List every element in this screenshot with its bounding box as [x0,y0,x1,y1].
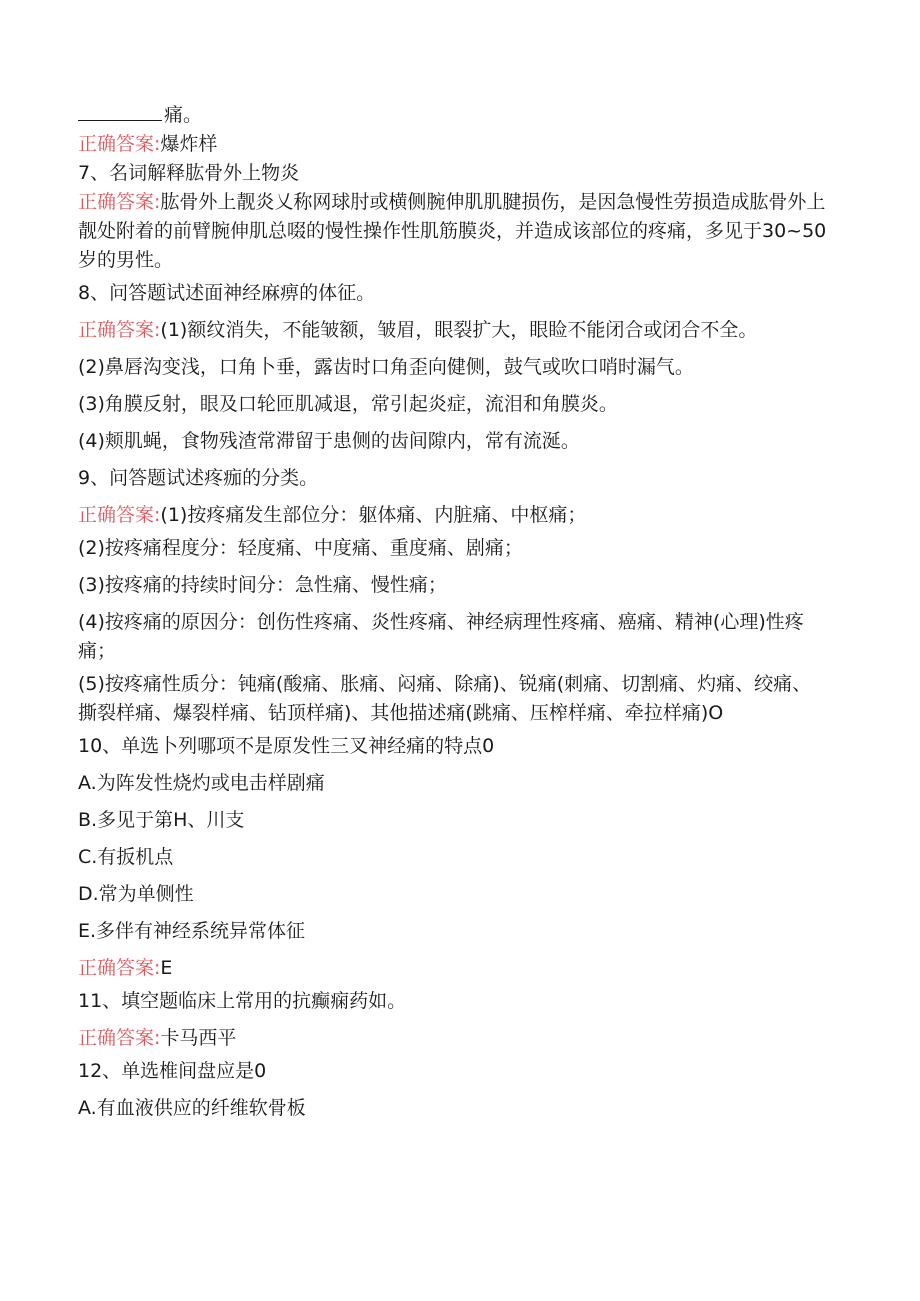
q6-blank-line [78,100,830,130]
q10-option-d: D.常为单侧性 [78,883,194,905]
q10-option-c: C.有扳机点 [78,846,174,868]
answer-text: (1)额纹消失，不能皱额，皱眉，眼裂扩大，眼睑不能闭合或闭合不全。 [160,319,758,341]
q9-answer-item-4: (4)按疼痛的原因分：创伤性疼痛、炎性疼痛、神经病理性疼痛、癌痛、精神(心理)性疼痛； [78,611,804,662]
q8-answer [78,316,830,345]
q8-title: 8、问答题试述面神经麻痹的体征。 [78,282,376,304]
q9-answer-item-3: (3)按疼痛的持续时间分：急性痛、慢性痛； [78,574,447,596]
q10-option-e: E.多伴有神经系统异常体征 [78,920,306,942]
q11-title: 11、填空题临床上常用的抗癫痫药如。 [78,990,407,1012]
q10-option-a: A.为阵发性烧灼或电击样剧痛 [78,772,325,794]
answer-text: 卡马西平 [160,1027,237,1049]
q9-answer [78,501,830,530]
fill-blank [78,100,162,121]
q7-answer [78,188,830,275]
answer-label: 正确答案: [78,504,161,526]
answer-text: 肱骨外上靓炎乂称网球肘或横侧腕伸肌肌腱损伤，是因急慢性劳损造成肱骨外上靓处附着的前臂腕伸肌总啜的慢性操作性肌筋膜炎，并造成该部位的疼痛，多见于30~50岁的男性。 [78,191,827,271]
answer-text: E [160,957,173,979]
q9-answer-item-2: (2)按疼痛程度分：轻度痛、中度痛、重度痛、剧痛； [78,537,523,559]
answer-label: 正确答案: [78,1027,161,1049]
answer-label: 正确答案: [78,957,161,979]
answer-text: 爆炸样 [160,133,218,155]
q8-answer-item-3: (3)角膜反射，眼及口轮匝肌减退，常引起炎症，流泪和角膜炎。 [78,393,618,415]
q7-title: 7、名词解释肱骨外上物炎 [78,162,300,184]
q12-option-a: A.有血液供应的纤维软骨板 [78,1097,306,1119]
q9-title: 9、问答题试述疼痂的分类。 [78,467,319,489]
q10-option-b: B.多见于第H、川支 [78,809,245,831]
answer-label: 正确答案: [78,133,161,155]
answer-label: 正确答案: [78,191,161,213]
q11-answer [78,1024,830,1053]
q6-answer [78,130,830,159]
q9-answer-item-5: (5)按疼痛性质分：钝痛(酸痛、胀痛、闷痛、除痛)、锐痛(刺痛、切割痛、灼痛、绞痛、撕裂样痛、爆裂样痛、钻顶样痛)、其他描述痛(跳痛、压榨样痛、牵拉样痛)O [78,673,812,724]
q12-title: 12、单选椎间盘应是0 [78,1060,267,1082]
q8-answer-item-2: (2)鼻唇沟变浅，口角卜垂，露齿时口角歪向健侧，鼓气或吹口哨时漏气。 [78,356,694,378]
q10-title: 10、单选卜列哪项不是原发性三叉神经痛的特点0 [78,735,495,757]
q8-answer-item-4: (4)颊肌蝇，食物残渣常滞留于患侧的齿间隙内，常有流涎。 [78,430,580,452]
document-page [78,100,830,1123]
answer-text: (1)按疼痛发生部位分：躯体痛、内脏痛、中枢痛； [160,504,587,526]
answer-label: 正确答案: [78,319,161,341]
q10-answer [78,954,830,983]
q6-tail: 痛。 [164,104,203,126]
